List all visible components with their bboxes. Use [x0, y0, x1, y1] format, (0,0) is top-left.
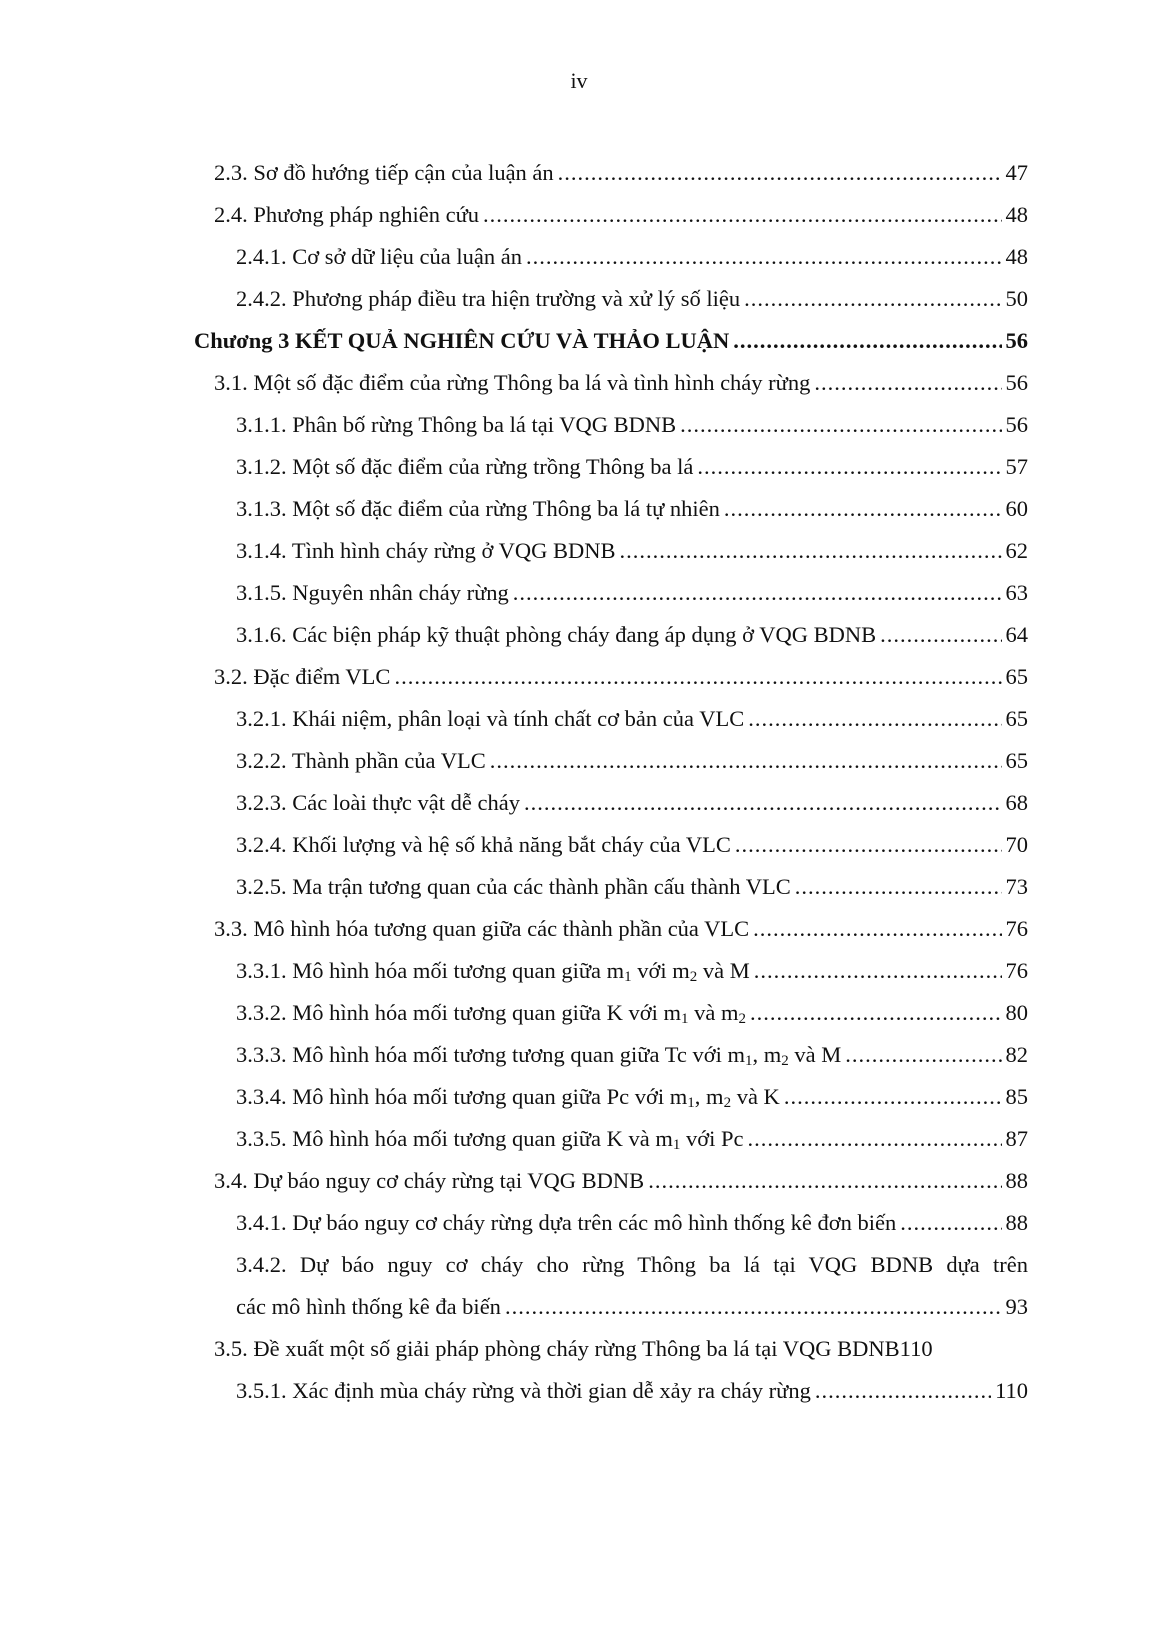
- toc-entry-title: Chương 3 KẾT QUẢ NGHIÊN CỨU VÀ THẢO LUẬN: [194, 328, 730, 353]
- toc-entry-title: 3.3.1. Mô hình hóa mối tương quan giữa $m_1$ với $m_2$ và M: [236, 958, 750, 985]
- toc-entry-page: 64: [1005, 622, 1028, 647]
- toc-entry-title: 3.2.2. Thành phần của VLC: [236, 748, 486, 773]
- toc-entry-title: 3.1.6. Các biện pháp kỹ thuật phòng cháy đang áp dụng ở VQG BDNB: [236, 622, 877, 647]
- toc-entry-title: 3.1.3. Một số đặc điểm của rừng Thông ba lá tự nhiên: [236, 496, 720, 521]
- toc-entry-3-1-4[interactable]: [236, 536, 1028, 580]
- toc-entry-page: 65: [1005, 706, 1028, 731]
- toc-entry-title: 3.4.1. Dự báo nguy cơ cháy rừng dựa trên các mô hình thống kê đơn biến: [236, 1210, 897, 1235]
- toc-entry-page: 76: [1005, 916, 1028, 941]
- toc-entry-3-3-4[interactable]: [236, 1082, 1028, 1126]
- toc-entry-title: 3.1. Một số đặc điểm của rừng Thông ba lá và tình hình cháy rừng: [214, 370, 811, 395]
- toc-entry-page: 65: [1005, 748, 1028, 773]
- toc-entry-page: 47: [1005, 160, 1028, 185]
- toc-entry-title: 3.2.3. Các loài thực vật dễ cháy: [236, 790, 520, 815]
- toc-entry-3-5[interactable]: [214, 1334, 1028, 1378]
- toc-entry-3-1-6[interactable]: [236, 620, 1028, 664]
- toc-entry-page: 88: [1005, 1168, 1028, 1193]
- toc-entry-2-3[interactable]: [214, 158, 1028, 202]
- toc-entry-title: 3.3.5. Mô hình hóa mối tương quan giữa K và $m_1$ với Pc: [236, 1126, 744, 1153]
- toc-entry-3-1-5[interactable]: [236, 578, 1028, 622]
- toc-entry-page: 68: [1005, 790, 1028, 815]
- toc-entry-page: 85: [1005, 1084, 1028, 1109]
- toc-entry-3-2-4[interactable]: [236, 830, 1028, 874]
- toc-entry-3-1-1[interactable]: [236, 410, 1028, 454]
- toc-entry-title: 2.3. Sơ đồ hướng tiếp cận của luận án: [214, 160, 554, 185]
- toc-entry-title: 3.1.5. Nguyên nhân cháy rừng: [236, 580, 509, 605]
- toc-entry-title: 3.3. Mô hình hóa tương quan giữa các thành phần của VLC: [214, 916, 750, 941]
- toc-entry-page: 56: [1005, 412, 1028, 437]
- toc-entry-3-3-1[interactable]: [236, 956, 1028, 1000]
- toc-entry-3-4-2-line1[interactable]: 3.4.2. Dự báo nguy cơ cháy cho rừng Thông ba lá tại VQG BDNB dựa trên: [236, 1252, 1028, 1277]
- toc-entry-page: 57: [1005, 454, 1028, 479]
- toc-entry-title: 3.2.1. Khái niệm, phân loại và tính chất cơ bản của VLC: [236, 706, 745, 731]
- toc-entry-3-1[interactable]: [214, 368, 1028, 412]
- toc-entry-2-4[interactable]: [214, 200, 1028, 244]
- toc-entry-page: 87: [1005, 1126, 1028, 1151]
- toc-entry-3-4[interactable]: [214, 1166, 1028, 1210]
- toc-entry-page: 60: [1005, 496, 1028, 521]
- toc-entry-3-3[interactable]: [214, 914, 1028, 958]
- toc-entry-page: 82: [1005, 1042, 1028, 1067]
- toc-entry-page: 70: [1005, 832, 1028, 857]
- toc-entry-3-1-2[interactable]: [236, 452, 1028, 496]
- toc-entry-3-3-5[interactable]: [236, 1124, 1028, 1168]
- toc-entry-title: 2.4. Phương pháp nghiên cứu: [214, 202, 480, 227]
- toc-entry-3-4-2[interactable]: [236, 1292, 1028, 1336]
- toc-entry-page: 110: [995, 1378, 1028, 1403]
- toc-entry-title: 3.3.3. Mô hình hóa mối tương tương quan giữa Tc với $m_1$, $m_2$ và M: [236, 1042, 842, 1069]
- toc-entry-title: 3.5.1. Xác định mùa cháy rừng và thời gian dễ xảy ra cháy rừng: [236, 1378, 811, 1403]
- toc-entry-3-5-1[interactable]: [236, 1376, 1028, 1420]
- toc-entry-page: 88: [1005, 1210, 1028, 1235]
- toc-entry-page: 50: [1005, 286, 1028, 311]
- toc-entry-title: 3.2.5. Ma trận tương quan của các thành phần cấu thành VLC: [236, 874, 791, 899]
- toc-entry-page: 93: [1005, 1294, 1028, 1319]
- toc-entry-title: 3.1.4. Tình hình cháy rừng ở VQG BDNB: [236, 538, 616, 563]
- toc-entry-title: 3.4. Dự báo nguy cơ cháy rừng tại VQG BDNB: [214, 1168, 645, 1193]
- toc-entry-3-4-1[interactable]: [236, 1208, 1028, 1252]
- toc-entry-3-2-3[interactable]: [236, 788, 1028, 832]
- toc-entry-title: 2.4.2. Phương pháp điều tra hiện trường và xử lý số liệu: [236, 286, 741, 311]
- toc-entry-title: 3.3.4. Mô hình hóa mối tương quan giữa Pc với $m_1$, $m_2$ và K: [236, 1084, 780, 1111]
- toc-entry-page: 65: [1005, 664, 1028, 689]
- toc-entry-title: 3.5. Đề xuất một số giải pháp phòng cháy rừng Thông ba lá tại VQG BDNB: [214, 1336, 900, 1361]
- toc-entry-3-3-3[interactable]: [236, 1040, 1028, 1084]
- toc-entry-page: 62: [1005, 538, 1028, 563]
- toc-entry-3-1-3[interactable]: [236, 494, 1028, 538]
- toc-entry-3-2-1[interactable]: [236, 704, 1028, 748]
- toc-entry-page: 56: [1005, 370, 1028, 395]
- toc-entry-2-4-2[interactable]: [236, 284, 1028, 328]
- page-number: iv: [570, 68, 588, 93]
- toc-entry-chapter-3[interactable]: [194, 326, 1028, 370]
- toc-entry-2-4-1[interactable]: [236, 242, 1028, 286]
- toc-entry-page: 80: [1005, 1000, 1028, 1025]
- toc-entry-page: 110: [899, 1336, 933, 1361]
- toc-entry-page: 48: [1005, 244, 1028, 269]
- toc-entry-3-2[interactable]: [214, 662, 1028, 706]
- toc-entry-title: 3.2.4. Khối lượng và hệ số khả năng bắt cháy của VLC: [236, 832, 731, 857]
- toc-entry-title: 3.2. Đặc điểm VLC: [214, 664, 391, 689]
- toc-entry-title: 3.1.2. Một số đặc điểm của rừng trồng Thông ba lá: [236, 454, 694, 479]
- toc-entry-3-3-2[interactable]: [236, 998, 1028, 1042]
- toc-entry-page: 56: [1005, 328, 1028, 353]
- toc-entry-page: 63: [1005, 580, 1028, 605]
- toc-entry-title: các mô hình thống kê đa biến: [236, 1294, 501, 1319]
- toc-entry-3-2-2[interactable]: [236, 746, 1028, 790]
- toc-entry-title: 3.3.2. Mô hình hóa mối tương quan giữa K với $m_1$ và $m_2$: [236, 1000, 747, 1027]
- toc-entry-3-2-5[interactable]: [236, 872, 1028, 916]
- toc-entry-page: 76: [1005, 958, 1028, 983]
- toc-entry-page: 73: [1005, 874, 1028, 899]
- toc-entry-title: 2.4.1. Cơ sở dữ liệu của luận án: [236, 244, 522, 269]
- toc-entry-title: 3.1.1. Phân bố rừng Thông ba lá tại VQG BDNB: [236, 412, 677, 437]
- toc-entry-page: 48: [1005, 202, 1028, 227]
